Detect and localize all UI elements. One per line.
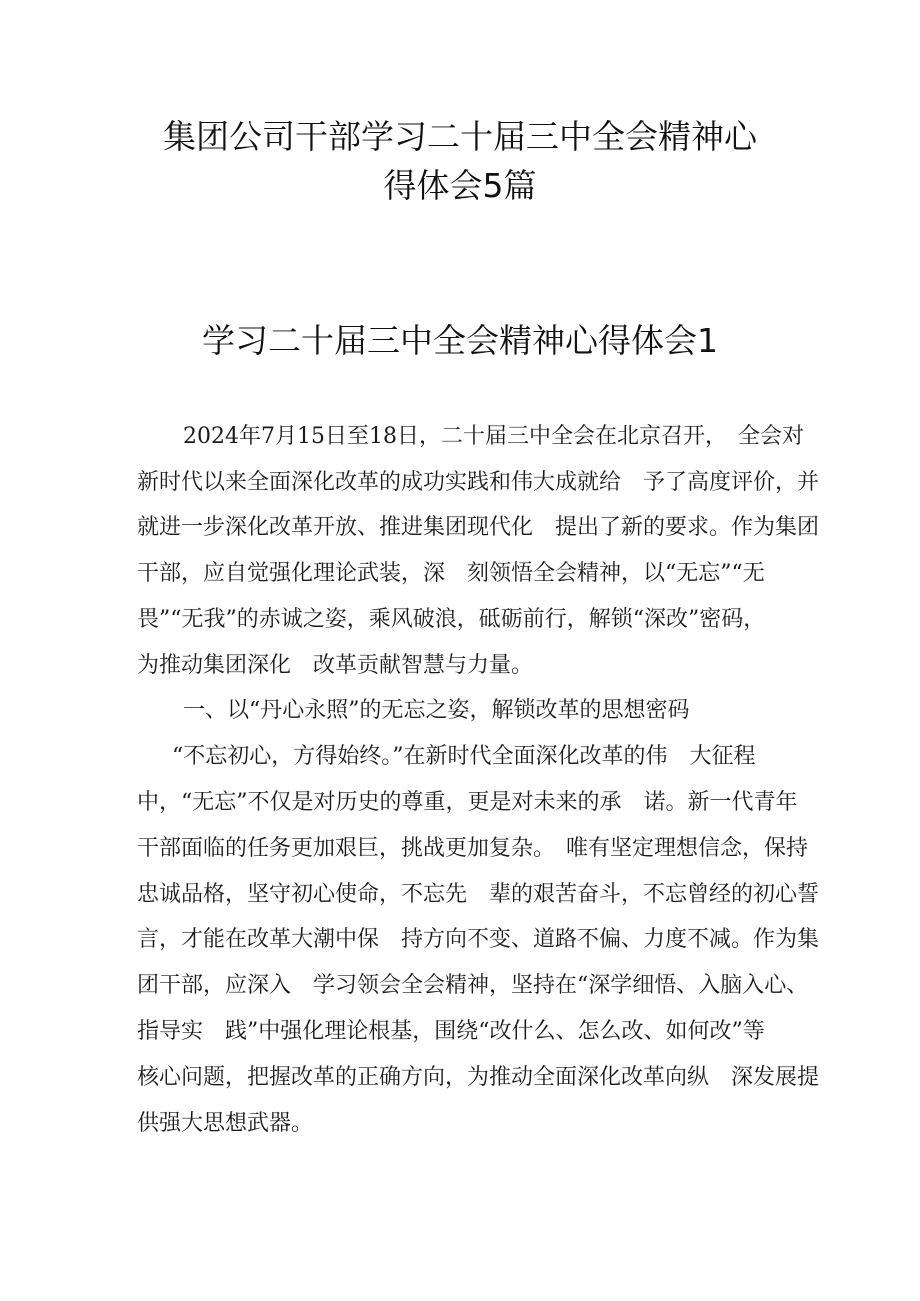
paragraph-line: 中，“无忘”不仅是对历史的尊重，更是对未来的承 诺。新一代青年 (137, 790, 798, 815)
section-heading: 一、以“丹心永照”的无忘之姿，解锁改革的思想密码 (183, 698, 690, 723)
paragraph-line: 就进一步深化改革开放、推进集团现代化 提出了新的要求。作为集团 (137, 515, 820, 540)
document-title-line: 集团公司干部学习二十届三中全会精神心 (163, 117, 757, 156)
paragraph-line: 供强大思想武器。 (137, 1111, 314, 1136)
document-title-line: 得体会5篇 (383, 166, 537, 205)
paragraph-line: 干部面临的任务更加艰巨，挑战更加复杂。 唯有坚定理想信念，保持 (137, 836, 809, 861)
document-title (0, 112, 920, 210)
paragraph-line: 团干部，应深入 学习领会全会精神，坚持在“深学细悟、入脑入心、 (137, 973, 809, 998)
paragraph-line: 言，才能在改革大潮中保 持方向不变、道路不偏、力度不减。作为集 (137, 927, 820, 952)
paragraph-line: 核心问题，把握改革的正确方向，为推动全面深化改革向纵 深发展提 (137, 1065, 820, 1090)
paragraph-line: 指导实 践”中强化理论根基，围绕“改什么、怎么改、如何改”等 (137, 1019, 765, 1044)
paragraph-line: 新时代以来全面深化改革的成功实践和伟大成就给 予了高度评价，并 (137, 470, 820, 495)
paragraph-line: 为推动集团深化 改革贡献智慧与力量。 (137, 653, 534, 678)
paragraph-line: 畏”“无我”的赤诚之姿，乘风破浪，砥砺前行，解锁“深改”密码， (137, 607, 766, 632)
paragraph-line: 忠诚品格，坚守初心使命，不忘先 辈的艰苦奋斗，不忘曾经的初心誓 (137, 882, 820, 907)
paragraph-line: 干部，应自觉强化理论武装，深 刻领悟全会精神，以“无忘”“无 (137, 561, 765, 586)
section-title: 学习二十届三中全会精神心得体会1 (202, 321, 718, 360)
paragraph-line: 2024年7月15日至18日，二十届三中全会在北京召开， 全会对 (183, 424, 804, 449)
paragraph-line: “不忘初心，方得始终。”在新时代全面深化改革的伟 大征程 (172, 744, 756, 769)
